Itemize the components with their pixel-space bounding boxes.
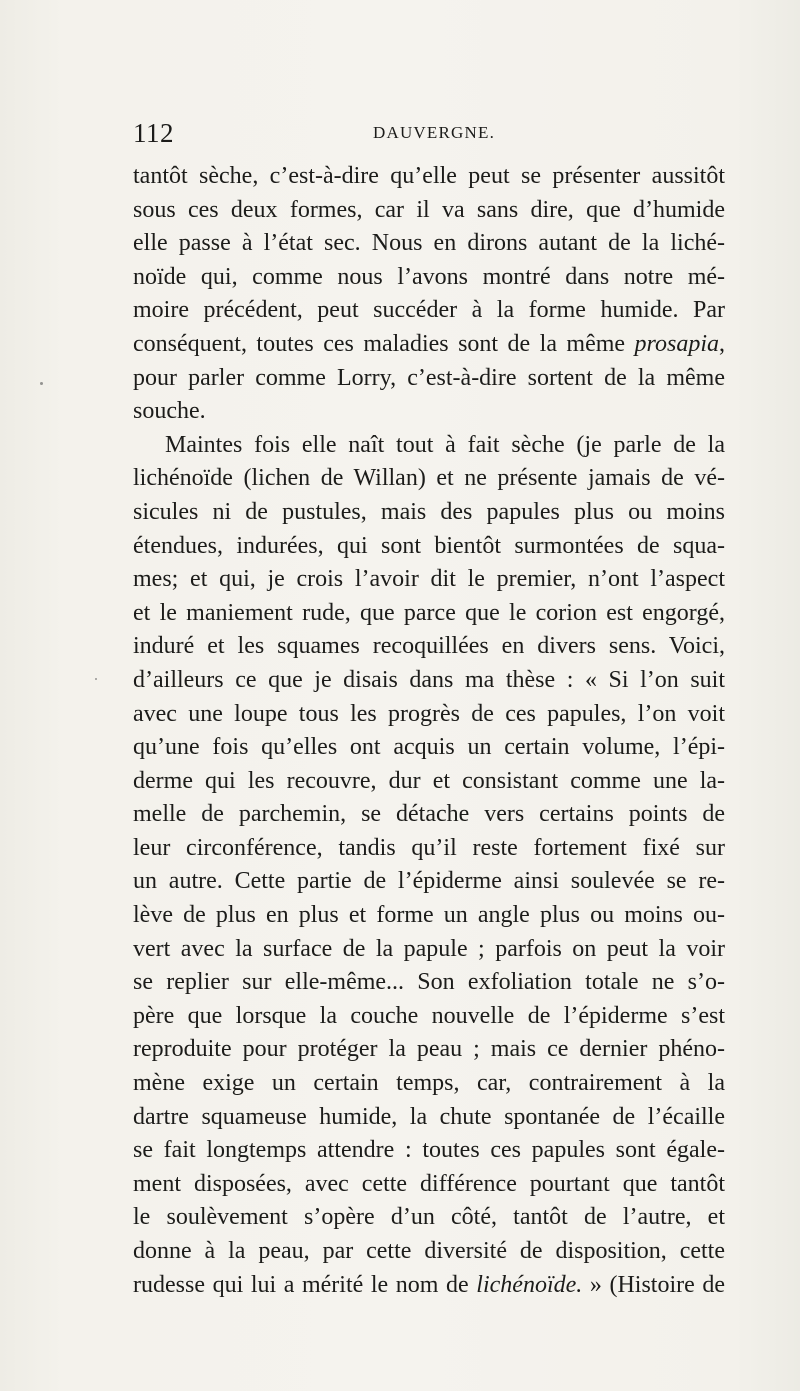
text-segment: rudesse qui lui a mérité le nom de — [133, 1271, 469, 1298]
text-segment: » (Histoire de — [589, 1271, 726, 1298]
text-line: Maintes fois elle naît tout à fait sèche (je parle de la — [165, 431, 725, 458]
text-line: induré et les squames recoquillées en divers sens. Voici, — [133, 633, 725, 660]
latin-term: prosapia — [634, 330, 720, 357]
text-line: reproduite pour protéger la peau ; mais ce dernier phéno- — [133, 1036, 725, 1063]
margin-speck — [40, 382, 43, 385]
text-line: et le maniement rude, que parce que le corion est engorgé, — [133, 599, 725, 626]
text-line: le soulèvement s’opère d’un côté, tantôt de l’autre, et — [133, 1204, 725, 1231]
text-line: ment disposées, avec cette différence pourtant que tantôt — [133, 1170, 725, 1197]
text-line: moire précédent, peut succéder à la forme humide. Par — [133, 297, 725, 324]
text-line — [133, 328, 725, 362]
paragraph-1 — [133, 160, 725, 429]
text-line: d’ailleurs ce que je disais dans ma thèse : « Si l’on suit — [133, 666, 725, 693]
text-line: étendues, indurées, qui sont bientôt surmontées de squa- — [133, 532, 725, 559]
text-line: noïde qui, comme nous l’avons montré dans notre mé- — [133, 263, 725, 290]
text-line: avec une loupe tous les progrès de ces papules, l’on voit — [133, 700, 725, 727]
text-line: qu’une fois qu’elles ont acquis un certain volume, l’épi- — [133, 734, 725, 761]
text-line: elle passe à l’état sec. Nous en dirons autant de la liché- — [133, 230, 725, 257]
text-line: père que lorsque la couche nouvelle de l’épiderme s’est — [133, 1002, 725, 1029]
text-line: un autre. Cette partie de l’épiderme ainsi soulevée se re- — [133, 868, 725, 895]
body-text — [133, 160, 725, 1302]
text-line: se replier sur elle-même... Son exfoliation totale ne s’o- — [133, 969, 725, 996]
text-line — [133, 1269, 725, 1303]
text-segment: conséquent, toutes ces maladies sont de la même — [133, 330, 626, 357]
italic-term: lichénoïde. — [476, 1271, 583, 1298]
text-line: se fait longtemps attendre : toutes ces papules sont égale- — [133, 1137, 725, 1164]
text-line: mène exige un certain temps, car, contrairement à la — [133, 1070, 725, 1097]
text-line: derme qui les recouvre, dur et consistant comme une la- — [133, 767, 725, 794]
text-segment: , — [719, 330, 726, 357]
text-line: dartre squameuse humide, la chute spontanée de l’écaille — [133, 1103, 725, 1130]
page-header — [133, 118, 723, 148]
text-line: lève de plus en plus et forme un angle plus ou moins ou- — [133, 902, 725, 929]
text-line: leur circonférence, tandis qu’il reste fortement fixé sur — [133, 834, 725, 861]
paragraph-2 — [133, 429, 725, 1302]
text-line: sous ces deux formes, car il va sans dire, que d’humide — [133, 196, 725, 223]
text-line: lichénoïde (lichen de Willan) et ne présente jamais de vé- — [133, 465, 725, 492]
text-line: souche. — [133, 398, 206, 425]
running-head: DAUVERGNE. — [373, 123, 496, 142]
text-line: pour parler comme Lorry, c’est-à-dire sortent de la même — [133, 364, 725, 391]
text-line: tantôt sèche, c’est-à-dire qu’elle peut se présenter aussitôt — [133, 163, 725, 189]
text-line: vert avec la surface de la papule ; parfois on peut la voir — [133, 935, 725, 962]
margin-speck — [95, 678, 97, 680]
text-line: sicules ni de pustules, mais des papules plus ou moins — [133, 498, 725, 525]
text-line: mes; et qui, je crois l’avoir dit le premier, n’ont l’aspect — [133, 566, 725, 593]
text-line: melle de parchemin, se détache vers certains points de — [133, 801, 725, 828]
text-line: donne à la peau, par cette diversité de disposition, cette — [133, 1238, 725, 1264]
page-number: 112 — [133, 118, 174, 148]
